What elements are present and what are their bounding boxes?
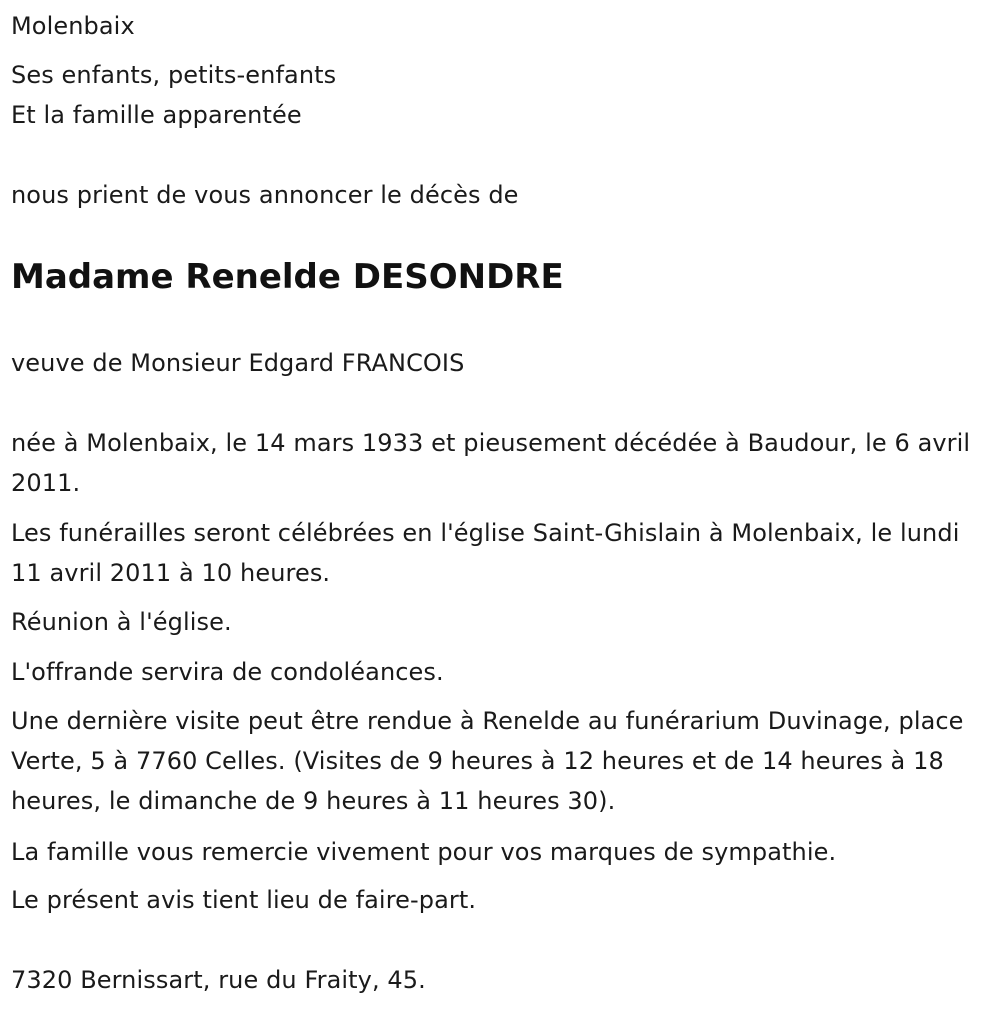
meeting-line: Réunion à l'église. xyxy=(11,608,232,636)
visit-paragraph: Une dernière visite peut être rendue à Renelde au funérarium Duvinage, place Verte, 5 à 7760 Celles. (Visites de 9 heures à 12 heures et de 14 heures à 18 heures, le dimanche de 9 heures à 11 heures 30). xyxy=(11,707,964,815)
place-line: Molenbaix xyxy=(11,12,135,40)
offering-line: L'offrande servira de condoléances. xyxy=(11,658,444,686)
thanks-line: La famille vous remercie vivement pour vos marques de sympathie. xyxy=(11,838,837,866)
family-line-1: Ses enfants, petits-enfants xyxy=(11,61,337,89)
birth-death-paragraph: née à Molenbaix, le 14 mars 1933 et pieusement décédée à Baudour, le 6 avril 2011. xyxy=(11,429,971,497)
widow-of-line: veuve de Monsieur Edgard FRANCOIS xyxy=(11,349,465,377)
announcement-line: nous prient de vous annoncer le décès de xyxy=(11,181,519,209)
address-line: 7320 Bernissart, rue du Fraity, 45. xyxy=(11,966,426,994)
funeral-paragraph: Les funérailles seront célébrées en l'église Saint-Ghislain à Molenbaix, le lundi 11 avril 2011 à 10 heures. xyxy=(11,519,960,587)
family-line-2: Et la famille apparentée xyxy=(11,101,302,129)
deceased-name: Madame Renelde DESONDRE xyxy=(11,257,564,297)
notice-note-line: Le présent avis tient lieu de faire-part. xyxy=(11,886,477,914)
